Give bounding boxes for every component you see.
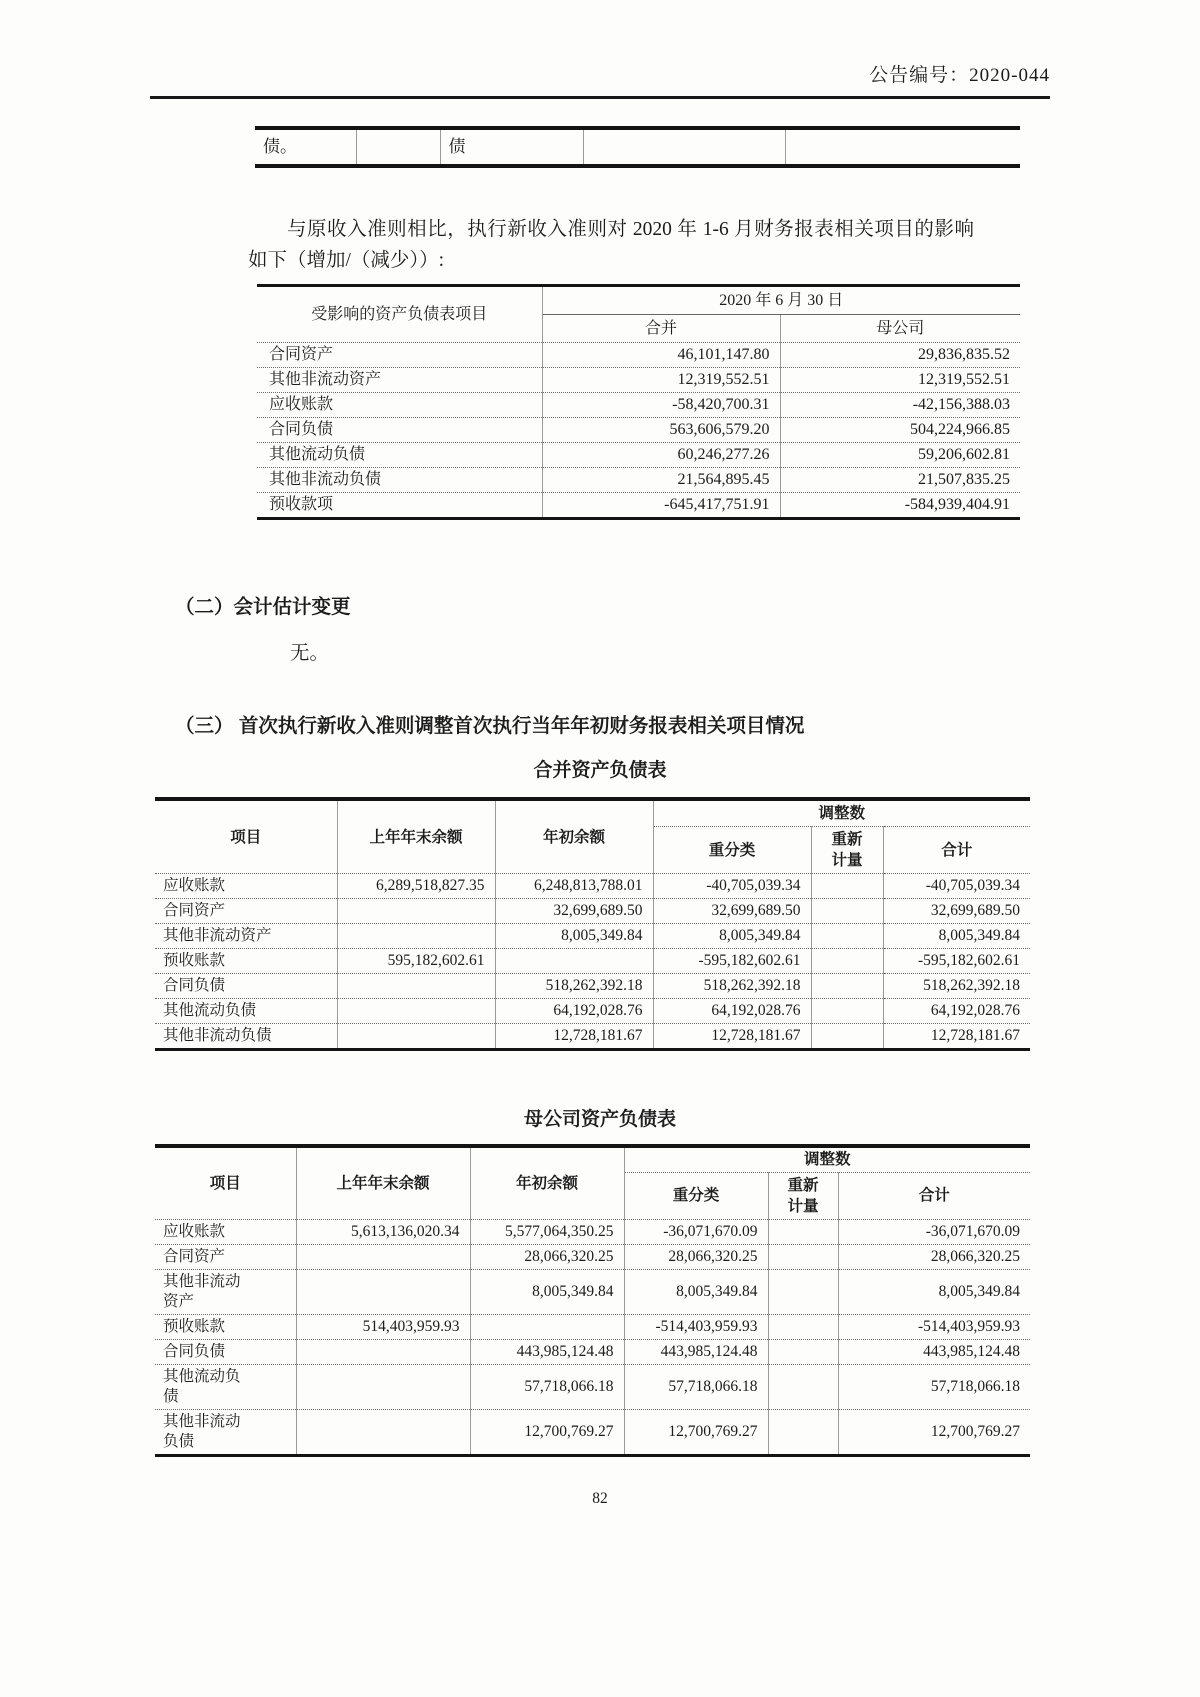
row-label: 合同负债 — [155, 1340, 296, 1365]
value-year-begin — [470, 1315, 624, 1340]
value-remeasure — [768, 1270, 838, 1315]
value-total: -514,403,959.93 — [838, 1315, 1030, 1340]
value-consolidated: 12,319,552.51 — [542, 368, 780, 393]
column-header-consolidated: 合并 — [542, 315, 780, 343]
value-total: -40,705,039.34 — [883, 874, 1030, 899]
value-remeasure — [811, 899, 883, 924]
column-header-remeasure: 重新计量 — [811, 827, 883, 874]
table-row — [257, 393, 1020, 418]
value-total: 64,192,028.76 — [883, 999, 1030, 1024]
column-header-remeasure: 重新计量 — [768, 1173, 838, 1220]
value-reclass: 518,262,392.18 — [653, 974, 811, 999]
continuation-cell — [583, 128, 785, 166]
value-total: 57,718,066.18 — [838, 1365, 1030, 1410]
value-remeasure — [811, 924, 883, 949]
value-reclass: 8,005,349.84 — [624, 1270, 768, 1315]
value-consolidated: 60,246,277.26 — [542, 443, 780, 468]
table-row — [155, 1315, 1030, 1340]
value-prev-year-end — [337, 1024, 495, 1050]
consolidated-table-title: 合并资产负债表 — [533, 760, 667, 781]
table-row — [155, 1340, 1030, 1365]
value-prev-year-end: 514,403,959.93 — [296, 1315, 470, 1340]
intro-paragraph: 与原收入准则相比，执行新收入准则对 2020 年 1-6 月财务报表相关项目的影响如下（增加/（减少））: — [248, 219, 974, 271]
value-remeasure — [768, 1220, 838, 1245]
value-remeasure — [768, 1365, 838, 1410]
value-year-begin: 5,577,064,350.25 — [470, 1220, 624, 1245]
value-parent: 12,319,552.51 — [780, 368, 1020, 393]
table-header-row — [155, 799, 1030, 827]
parent-table-title: 母公司资产负债表 — [523, 1109, 676, 1130]
table-row — [155, 1410, 1030, 1456]
value-total: 32,699,689.50 — [883, 899, 1030, 924]
value-prev-year-end — [337, 974, 495, 999]
row-label: 应收账款 — [155, 874, 337, 899]
column-header-item: 受影响的资产负债表项目 — [311, 306, 488, 323]
column-header-year-begin: 年初余额 — [470, 1146, 624, 1220]
value-parent: 504,224,966.85 — [780, 418, 1020, 443]
row-label: 合同资产 — [155, 899, 337, 924]
page-number: 82 — [592, 1490, 608, 1507]
value-total: 12,728,181.67 — [883, 1024, 1030, 1050]
table-row — [257, 493, 1020, 519]
value-parent: 59,206,602.81 — [780, 443, 1020, 468]
table-row — [155, 974, 1030, 999]
table-row — [257, 343, 1020, 368]
value-remeasure — [768, 1315, 838, 1340]
value-reclass: -595,182,602.61 — [653, 949, 811, 974]
row-label: 其他非流动负债 — [155, 1024, 337, 1050]
value-total: 28,066,320.25 — [838, 1245, 1030, 1270]
value-prev-year-end — [337, 999, 495, 1024]
value-prev-year-end — [337, 924, 495, 949]
value-total: 8,005,349.84 — [883, 924, 1030, 949]
value-total: 8,005,349.84 — [838, 1270, 1030, 1315]
value-reclass: 32,699,689.50 — [653, 899, 811, 924]
value-total: -36,071,670.09 — [838, 1220, 1030, 1245]
value-reclass: 443,985,124.48 — [624, 1340, 768, 1365]
header-divider — [150, 96, 1050, 99]
value-prev-year-end — [296, 1245, 470, 1270]
value-reclass: -514,403,959.93 — [624, 1315, 768, 1340]
table-row — [257, 418, 1020, 443]
value-prev-year-end: 595,182,602.61 — [337, 949, 495, 974]
row-label: 预收款项 — [257, 493, 542, 519]
value-remeasure — [811, 949, 883, 974]
table-row — [155, 1270, 1030, 1315]
value-total: -595,182,602.61 — [883, 949, 1030, 974]
value-total: 12,700,769.27 — [838, 1410, 1030, 1456]
value-prev-year-end — [296, 1365, 470, 1410]
value-reclass: 12,700,769.27 — [624, 1410, 768, 1456]
value-reclass: 28,066,320.25 — [624, 1245, 768, 1270]
value-prev-year-end — [296, 1340, 470, 1365]
value-reclass: -36,071,670.09 — [624, 1220, 768, 1245]
column-header-year-begin: 年初余额 — [495, 799, 653, 874]
value-parent: 21,507,835.25 — [780, 468, 1020, 493]
impact-table — [257, 284, 1020, 520]
value-consolidated: -58,420,700.31 — [542, 393, 780, 418]
section-heading-2: （二）会计估计变更 — [175, 596, 351, 618]
value-year-begin: 443,985,124.48 — [470, 1340, 624, 1365]
row-label: 其他非流动负债 — [257, 468, 542, 493]
column-header-item: 项目 — [209, 1174, 241, 1192]
value-reclass: -40,705,039.34 — [653, 874, 811, 899]
row-label: 其他非流动资产 — [257, 368, 542, 393]
table-row — [155, 1220, 1030, 1245]
table-row — [155, 1365, 1030, 1410]
column-header-prev-year-end: 上年年末余额 — [337, 799, 495, 874]
row-label: 预收账款 — [155, 949, 337, 974]
value-remeasure — [811, 1024, 883, 1050]
row-label: 其他流动负债 — [257, 443, 542, 468]
parent-balance-sheet-table — [155, 1144, 1030, 1457]
value-remeasure — [768, 1245, 838, 1270]
value-parent: 29,836,835.52 — [780, 343, 1020, 368]
row-label: 预收账款 — [155, 1315, 296, 1340]
row-label: 合同负债 — [155, 974, 337, 999]
column-header-total: 合计 — [883, 827, 1030, 874]
table-row — [255, 128, 1020, 166]
value-year-begin: 64,192,028.76 — [495, 999, 653, 1024]
value-total: 518,262,392.18 — [883, 974, 1030, 999]
table-row — [257, 443, 1020, 468]
section-2-body: 无。 — [290, 643, 330, 664]
continuation-cell — [785, 128, 1020, 166]
column-header-adjustment: 调整数 — [653, 799, 1030, 827]
table-row — [257, 468, 1020, 493]
table-header-row — [257, 286, 1020, 315]
table-row — [155, 899, 1030, 924]
value-prev-year-end — [337, 899, 495, 924]
value-remeasure — [768, 1340, 838, 1365]
value-year-begin — [495, 949, 653, 974]
value-prev-year-end: 5,613,136,020.34 — [296, 1220, 470, 1245]
value-consolidated: 563,606,579.20 — [542, 418, 780, 443]
row-label: 其他非流动负债 — [155, 1410, 296, 1456]
column-header-reclass: 重分类 — [624, 1173, 768, 1220]
value-prev-year-end — [296, 1410, 470, 1456]
table-header-row — [155, 1146, 1030, 1173]
column-header-parent: 母公司 — [780, 315, 1020, 343]
value-year-begin: 8,005,349.84 — [495, 924, 653, 949]
value-prev-year-end — [296, 1270, 470, 1315]
row-label: 合同资产 — [257, 343, 542, 368]
announcement-number: 公告编号：2020-044 — [869, 65, 1050, 86]
table-row — [155, 874, 1030, 899]
table-row — [155, 949, 1030, 974]
value-year-begin: 28,066,320.25 — [470, 1245, 624, 1270]
continuation-cell: 债。 — [263, 137, 297, 156]
value-consolidated: -645,417,751.91 — [542, 493, 780, 519]
value-year-begin: 57,718,066.18 — [470, 1365, 624, 1410]
continuation-cell — [356, 128, 440, 166]
column-header-reclass: 重分类 — [653, 827, 811, 874]
column-header-item: 项目 — [230, 828, 262, 846]
value-total: 443,985,124.48 — [838, 1340, 1030, 1365]
value-reclass: 12,728,181.67 — [653, 1024, 811, 1050]
value-year-begin: 518,262,392.18 — [495, 974, 653, 999]
value-year-begin: 6,248,813,788.01 — [495, 874, 653, 899]
value-year-begin: 12,728,181.67 — [495, 1024, 653, 1050]
value-year-begin: 12,700,769.27 — [470, 1410, 624, 1456]
table-row — [257, 368, 1020, 393]
row-label: 其他流动负债 — [155, 1365, 296, 1410]
value-prev-year-end: 6,289,518,827.35 — [337, 874, 495, 899]
continuation-table — [255, 126, 1020, 168]
table-row — [155, 1024, 1030, 1050]
value-year-begin: 32,699,689.50 — [495, 899, 653, 924]
column-header-total: 合计 — [838, 1173, 1030, 1220]
table-row — [155, 1245, 1030, 1270]
value-year-begin: 8,005,349.84 — [470, 1270, 624, 1315]
value-remeasure — [811, 874, 883, 899]
row-label: 其他流动负债 — [155, 999, 337, 1024]
continuation-cell: 债 — [440, 128, 583, 166]
row-label: 应收账款 — [257, 393, 542, 418]
row-label: 其他非流动资产 — [155, 1270, 296, 1315]
column-header-prev-year-end: 上年年末余额 — [296, 1146, 470, 1220]
table-row — [155, 924, 1030, 949]
value-consolidated: 21,564,895.45 — [542, 468, 780, 493]
value-reclass: 57,718,066.18 — [624, 1365, 768, 1410]
row-label: 应收账款 — [155, 1220, 296, 1245]
value-parent: -42,156,388.03 — [780, 393, 1020, 418]
row-label: 合同负债 — [257, 418, 542, 443]
value-remeasure — [768, 1410, 838, 1456]
value-reclass: 8,005,349.84 — [653, 924, 811, 949]
value-remeasure — [811, 974, 883, 999]
table-row — [155, 999, 1030, 1024]
column-header-adjustment: 调整数 — [624, 1146, 1030, 1173]
consolidated-balance-sheet-table — [155, 797, 1030, 1051]
section-heading-3: （三） 首次执行新收入准则调整首次执行当年年初财务报表相关项目情况 — [175, 715, 805, 737]
value-consolidated: 46,101,147.80 — [542, 343, 780, 368]
value-reclass: 64,192,028.76 — [653, 999, 811, 1024]
row-label: 其他非流动资产 — [155, 924, 337, 949]
value-remeasure — [811, 999, 883, 1024]
value-parent: -584,939,404.91 — [780, 493, 1020, 519]
column-header-date: 2020 年 6 月 30 日 — [542, 286, 1020, 315]
row-label: 合同资产 — [155, 1245, 296, 1270]
